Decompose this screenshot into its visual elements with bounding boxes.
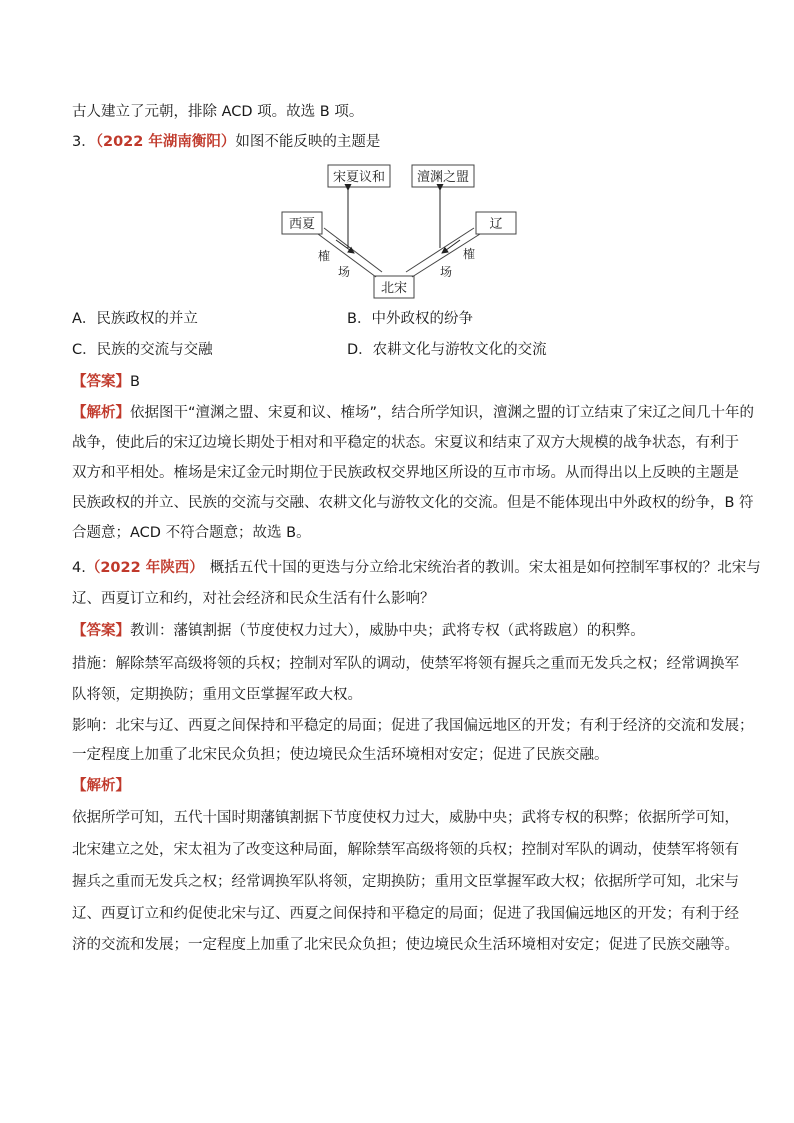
analysis-line — [72, 403, 754, 423]
answer-value: B — [130, 374, 140, 390]
option-b: B．中外政权的纷争 — [347, 311, 473, 327]
diagram-label: 榷 — [463, 247, 476, 261]
analysis-text: 北宋建立之处，宋太祖为了改变这种局面，解除禁军高级将领的兵权；控制对军队的调动，使禁军将领有 — [72, 842, 739, 858]
analysis-label-text: 【解析】 — [72, 778, 130, 794]
analysis-text: 双方和平相处。榷场是宋辽金元时期位于民族政权交界地区所设的互市市场。从而得出以上反映的主题是 — [72, 465, 739, 481]
option-a: A．民族政权的并立 — [72, 311, 198, 327]
diagram-label: 西夏 — [288, 217, 316, 232]
analysis-text: 民族政权的并立、民族的交流与交融、农耕文化与游牧文化的交流。但是不能体现出中外政权的纷争，B 符 — [72, 495, 754, 511]
text-line: 古人建立了元朝，排除 ACD 项。故选 B 项。 — [72, 104, 364, 120]
analysis-text: 济的交流和发展；一定程度上加重了北宋民众负担；使边境民众生活环境相对安定；促进了民族交融等。 — [72, 937, 739, 953]
answer-label: 【答案】 — [72, 374, 130, 390]
answer-label: 【答案】 — [72, 623, 130, 639]
analysis-text: 握兵之重而无发兵之权；经常调换军队将领，定期换防；重用文臣掌握军政大权；依据所学可知，北宋与 — [72, 874, 739, 890]
diagram-label: 宋夏议和 — [332, 170, 386, 185]
source-tag: （2022 年陕西） — [85, 560, 204, 576]
analysis-text: 战争，使此后的宋辽边境长期处于相对和平稳定的状态。宋夏议和结束了双方大规模的战争状态，有利于 — [72, 435, 739, 451]
answer-text: 队将领，定期换防；重用文臣掌握军政大权。 — [72, 687, 362, 703]
diagram-label: 澶渊之盟 — [416, 170, 470, 185]
answer-line — [72, 372, 140, 392]
diagram-label: 辽 — [489, 217, 503, 232]
diagram-label: 榷 — [318, 249, 331, 263]
analysis-text: 依据所学可知，五代十国时期藩镇割据下节度使权力过大，威胁中央；武将专权的积弊；依据所学可知， — [72, 810, 739, 826]
diagram-label: 场 — [440, 265, 453, 279]
diagram-label: 场 — [338, 265, 351, 279]
answer-text: 措施：解除禁军高级将领的兵权；控制对军队的调动，使禁军将领有握兵之重而无发兵之权；经常调换军 — [72, 656, 739, 672]
option-c: C．民族的交流与交融 — [72, 342, 213, 358]
question-text: 概括五代十国的更迭与分立给北宋统治者的教训。宋太祖是如何控制军事权的？北宋与 — [209, 560, 761, 576]
question-number: 3． — [72, 134, 96, 150]
question-text: 辽、西夏订立和约，对社会经济和民众生活有什么影响？ — [72, 591, 435, 607]
option-d: D．农耕文化与游牧文化的交流 — [347, 342, 547, 358]
analysis-label: 【解析】 — [72, 405, 130, 421]
analysis-text: 合题意；ACD 不符合题意；故选 B。 — [72, 525, 311, 541]
song-relations-diagram — [280, 160, 520, 300]
arrow-diagonal — [336, 240, 354, 253]
answer-text: 影响：北宋与辽、西夏之间保持和平稳定的局面；促进了我国偏远地区的开发；有利于经济的交流和发展； — [72, 718, 754, 734]
answer-line — [72, 621, 645, 641]
question-text: 如图不能反映的主题是 — [235, 134, 381, 150]
answer-text: 一定程度上加重了北宋民众负担；使边境民众生活环境相对安定；促进了民族交融。 — [72, 747, 609, 763]
source-tag: （2022 年湖南衡阳） — [95, 134, 236, 150]
question-4-stem — [72, 558, 761, 578]
analysis-label — [72, 776, 130, 796]
answer-text: 教训：藩镇割据（节度使权力过大），威胁中央；武将专权（武将跋扈）的积弊。 — [130, 623, 645, 639]
question-number: 4. — [72, 560, 86, 576]
question-3-stem — [72, 132, 380, 152]
analysis-text: 依据图干“澶渊之盟、宋夏和议、榷场”，结合所学知识，澶渊之盟的订立结束了宋辽之间几十年的 — [130, 405, 755, 421]
diagram-label: 北宋 — [380, 281, 408, 296]
analysis-text: 辽、西夏订立和约促使北宋与辽、西夏之间保持和平稳定的局面；促进了我国偏远地区的开发；有利于经 — [72, 906, 739, 922]
